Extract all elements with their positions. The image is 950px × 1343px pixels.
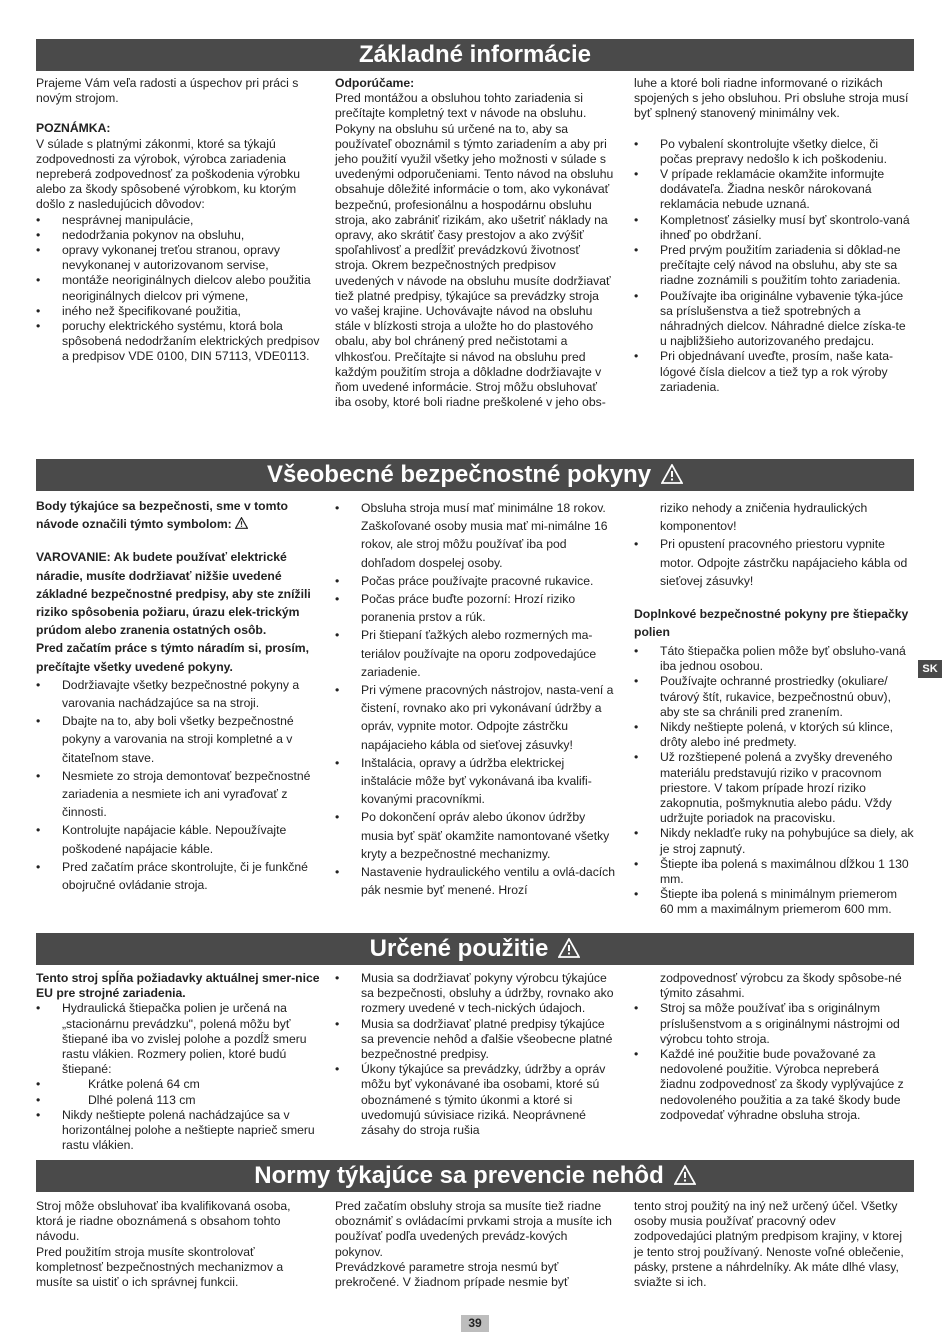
list-item: • Dlhé polená 113 cm (36, 1093, 321, 1108)
list-item: • nedodržania pokynov na obsluhu, (36, 228, 321, 243)
list-item: • Kontrolujte napájacie káble. Nepoužívajte poškodené napájacie káble. (36, 821, 321, 857)
list-item: • Kompletnosť zásielky musí byť skontrolo-vaná ihneď po obdržaní. (634, 213, 914, 243)
list-item: • Pri objednávaní uveďte, prosím, naše kata-lógové čísla dielcov a tiež typ a rok výroby zariadenia. (634, 349, 914, 395)
section-title-general-safety: Všeobecné bezpečnostné pokyny (36, 459, 914, 491)
page-number: 39 (461, 1315, 489, 1332)
s1-note-list (36, 213, 321, 365)
list-item: • poruchy elektrického systému, ktorá bola spôsobená nedodržaním elektrických predpisov a predpisov VDE 0100, DIN 57113, VDE0113. (36, 319, 321, 365)
warning-triangle-icon (235, 517, 248, 531)
s2-warning-text: VAROVANIE: Ak budete používať elektrické náradie, musíte dodržiavať nižšie uvedené základné bezpečnostné predpisy, aby ste znížili riziko spôsobenia požiaru, úrazu elek-trickým prúdom alebo zranenia ostatných osôb. (36, 550, 311, 638)
s3-size-list (36, 1077, 321, 1107)
list-item: • Nikdy neštiepte polená nachádzajúce sa v horizontálnej polohe a neštiepte naprieč smeru rastu vlákien. (36, 1108, 321, 1154)
list-item: • V prípade reklamácie okamžite informujte dodávateľa. Žiadna neskôr nárokovaná reklamácia nebude uznaná. (634, 167, 914, 213)
s2-column-3 (634, 499, 914, 641)
list-item: • Musia sa dodržiavať pokyny výrobcu týkajúce sa bezpečnosti, obsluhy a údržby, rovnako ako rozmery uvedené v tech-nických údajoch. (335, 971, 615, 1017)
s3-intro: Tento stroj spĺňa požiadavky aktuálnej smer-nice EU pre strojné zariadenia. (36, 971, 320, 1001)
s3-use-list (36, 1001, 321, 1077)
warning-triangle-icon (674, 1162, 696, 1194)
list-item: • Počas práce používajte pracovné rukavice. (335, 572, 617, 590)
list-item: • Úkony týkajúce sa prevádzky, údržby a opráv môžu byť vykonávané iba osobami, ktoré sú oboznámené s týmito úkonmi a ktoré si uvedomujú súvisiace riziká. Neoprávnené zásahy do stroja rušia (335, 1062, 615, 1138)
s2-safety-list (36, 676, 321, 894)
s2-column-2 (335, 499, 617, 899)
list-item: • Dodržiavajte všetky bezpečnostné pokyny a varovania nachádzajúce sa na stroji. (36, 676, 321, 712)
list-item: • Používajte ochranné prostriedky (okuliare/ tvárový štít, rukavice, bezpečnostnú obuv), aby ste sa chránili pred zranením. (634, 674, 914, 720)
s4-column-1: Stroj môže obsluhovať iba kvalifikovaná osoba, ktorá je riadne oboznámená s obsahom tohto návodu. Pred použitím stroja musíte skontrolovať kompletnosť bezpečnostných mechanizmov a musíte sa uistiť o ich správnej funkcii. (36, 1199, 291, 1290)
language-tab: SK (918, 660, 942, 678)
list-item: • Už rozštiepené polená a zvyšky dreveného materiálu predstavujú riziko v pracovnom priestore. V takom prípade hrozí riziko zakopnutia, pošmyknutia alebo pádu. Vždy udržujte poriadok na pracovisku. (634, 750, 914, 826)
s2-symbol-intro: Body týkajúce sa bezpečnosti, sme v tomto návode označili týmto symbolom: (36, 499, 288, 532)
s1-column-1 (36, 76, 321, 365)
s1-column-2 (335, 76, 615, 410)
s2-operation-list (335, 499, 617, 899)
s4-column-2: Pred začatím obsluhy stroja sa musíte tiež riadne oboznámiť s ovládacími prvkami stroja a musíte ich používať podľa uvedených prevádz-kových pokynov. Prevádzkové parametre stroja nesmú byť prekročené. V žiadnom prípade nesmie byť (335, 1199, 612, 1290)
list-item: • Každé iné použitie bude považované za nedovolené použitie. Výrobca nepreberá žiadnu zodpovednosť za škody vyplývajúce z nedovoleného použitia a za také škody bude zodpovedať výhradne obsluha stroja. (634, 1047, 914, 1123)
s2-before-work-text: Pred začatím práce s týmto náradím si, prosím, prečítajte všetky uvedené pokyny. (36, 641, 309, 674)
list-item: • Hydraulická štiepačka polien je určená na „stacionárnu prevádzku", polená môžu byť štiepané iba vo zvislej polohe a pozdĺž smeru rastu vlákien. Rozmery polien, ktoré budú štiepané: (36, 1001, 321, 1077)
list-item: • Používajte iba originálne vybavenie týka-júce sa príslušenstva a tiež spotrebných a náhradných dielcov. Náhradné dielce získa-te u najbližšieho autorizovaného predajcu. (634, 289, 914, 350)
s2-column-1 (36, 497, 321, 894)
warning-triangle-icon (558, 935, 580, 967)
list-item: • Po vybalení skontrolujte všetky dielce, či počas prepravy nedošlo k ich poškodeniu. (634, 137, 914, 167)
list-item: • opravy vykonanej treťou stranou, opravy nevykonanej v autorizovanom servise, (36, 243, 321, 273)
list-item: • Počas práce buďte pozorní: Hrozí riziko poranenia prstov a rúk. (335, 590, 617, 626)
list-item: • Dbajte na to, aby boli všetky bezpečnostné pokyny a varovania na stroji kompletné a v čitateľnom stave. (36, 712, 321, 767)
warning-triangle-icon (661, 461, 683, 493)
list-item: • Štiepte iba polená s minimálnym priemerom 60 mm a maximálnym priemerom 600 mm. (634, 887, 914, 917)
s2-splitter-list-column (634, 644, 914, 918)
s3-continued-text: zodpovednosť výrobcu za škody spôsobe-né týmito zásahmi. (660, 971, 902, 1001)
list-item: • Inštalácia, opravy a údržba elektrickej inštalácie môže byť vykonávaná iba kvalifi-kovanými pracovníkmi. (335, 754, 617, 809)
s3-rules-list (335, 971, 615, 1138)
list-item: • Nikdy nekladťe ruky na pohybujúce sa diely, ak je stroj zapnutý. (634, 826, 914, 856)
list-item: • Pri výmene pracovných nástrojov, nasta-vení a čistení, rovnako ako pri vykonávaní údržby a opráv, vypnite motor. Odpojte zástrčku napájacieho kábla od sieťovej zásuvky! (335, 681, 617, 754)
section-title-intended-use: Určené použitie (36, 933, 914, 965)
s3-horizontal-list (36, 1108, 321, 1154)
list-item: • Nikdy neštiepte polená, v ktorých sú klince, drôty alebo iné predmety. (634, 720, 914, 750)
list-item: • Musia sa dodržiavať platné predpisy týkajúce sa prevencie nehôd a ďalšie všeobecne platné bezpečnostné predpisy. (335, 1017, 615, 1063)
s2-leave-list (634, 535, 914, 590)
list-item: • montáže neoriginálnych dielcov alebo použitia neoriginálnych dielcov pri výmene, (36, 273, 321, 303)
section-title-accident-prevention: Normy týkajúce sa prevencie nehôd (36, 1160, 914, 1192)
s2-splitter-list (634, 644, 914, 918)
s1-note-heading: POZNÁMKA: (36, 121, 111, 136)
section-title-basic-info: Základné informácie (36, 39, 914, 71)
list-item: • Po dokončení opráv alebo úkonov údržby musia byť späť okamžite namontované všetky kryty a bezpečnostné mechanizmy. (335, 808, 617, 863)
list-item: • Táto štiepačka polien môže byť obsluho-vaná iba jednou osobou. (634, 644, 914, 674)
s1-recommend-text: Pred montážou a obsluhou tohto zariadenia si prečítajte kompletný text v návode na obsluhu. Pokyny na obsluhu sú určené na to, aby sa používateľ oboznámil s týmto zariadením a aby pri jeho použití využil všetky jeho možnosti v súlade s uvedenými odporučeniami. Tento návod na obsluhu obsahuje dôležité informácie o tom, ako vykonávať bezpečnú, profesionálnu a hospodárnu obsluhu stroja, ako zabrániť rizikám, ako ušetriť náklady na opravy, ako skrátiť časy prestojov a ako zvýšiť spoľahlivosť a predĺžiť prevádzkovú životnosť stroja. Okrem bezpečnostných predpisov uvedených v návode na obsluhu musíte dodržiavať tiež platné predpisy, týkajúce sa prevádzky stroja vo vašej krajine. Uchovávajte návod na obsluhu stále v blízkosti stroja a uložte ho do plastového obalu, aby bol chránený pred nečistotami a vlhkosťou. Prečítajte si návod na obsluhu pred každým použitím stroja a dôkladne dodržiavajte v ňom uvedené informácie. Stroj môžu obsluhovať iba osoby, ktoré boli riadne preškolené v jeho obs- (335, 91, 614, 410)
list-item: • iného než špecifikované použitia, (36, 304, 321, 319)
list-item: • Nesmiete zo stroja demontovať bezpečnostné zariadenia a nesmiete ich ani vyraďovať z činnosti. (36, 767, 321, 822)
list-item: • Nastavenie hydraulického ventilu a ovlá-dacích pák nesmie byť menené. Hrozí (335, 863, 617, 899)
s2-continued-text: riziko nehody a zničenia hydraulických komponentov! (660, 501, 868, 534)
s1-column-3 (634, 76, 914, 395)
s3-column-1 (36, 971, 321, 1153)
s1-intro: Prajeme Vám veľa radosti a úspechov pri práci s novým strojom. (36, 76, 299, 106)
list-item: • nesprávnej manipulácie, (36, 213, 321, 228)
s4-column-3: tento stroj použitý na iný než určený účel. Všetky osoby musia používať pracovný odev zodpovedajúci platným predpisom krajiny, v ktorej je tento stroj používaný. Nenoste voľné oblečenie, pásky, prstene a náhrdelníky. Ak máte dlhé vlasy, sviažte si ich. (634, 1199, 904, 1290)
s3-accessory-list (634, 1001, 914, 1123)
s3-column-2 (335, 971, 615, 1138)
s1-note-text: V súlade s platnými zákonmi, ktoré sa týkajú zodpovednosti za výrobok, výrobca zariadenia nepreberá zodpovednosť za poškodenia výrobku alebo za škody spôsobené výrobkom, ku ktorým došlo z nasledujúcich dôvodov: (36, 136, 301, 212)
list-item: • Pri opustení pracovného priestoru vypnite motor. Odpojte zástrčku napájacieho kábla od sieťovej zásuvky! (634, 535, 914, 590)
s1-checklist (634, 137, 914, 395)
list-item: • Pred začatím práce skontrolujte, či je funkčné obojručné ovládanie stroja. (36, 858, 321, 894)
list-item: • Pred prvým použitím zariadenia si dôklad-ne prečítajte celý návod na obsluhu, aby ste sa riadne zoznámili s použitím tohto zariadenia. (634, 243, 914, 289)
s2-splitter-heading: Doplnkové bezpečnostné pokyny pre štiepačky polien (634, 607, 909, 640)
list-item: • Štiepte iba polená s maximálnou dĺžkou 1 130 mm. (634, 857, 914, 887)
s3-column-3 (634, 971, 914, 1123)
list-item: • Obsluha stroja musí mať minimálne 18 rokov. Zaškoľované osoby musia mať mi-nimálne 16 rokov, ale stroj môžu používať iba pod dohľadom dospelej osoby. (335, 499, 617, 572)
list-item: • Stroj sa môže používať iba s originálnym príslušenstvom a s originálnymi nástrojmi od výrobcu tohto stroja. (634, 1001, 914, 1047)
s1-continued-text: luhe a ktoré boli riadne informované o rizikách spojených s jeho obsluhou. Pri obsluhe stroja musí byť splnený stanovený minimálny vek. (634, 76, 909, 121)
list-item: • Krátke polená 64 cm (36, 1077, 321, 1092)
s1-recommend-heading: Odporúčame: (335, 76, 415, 90)
list-item: • Pri štiepaní ťažkých alebo rozmerných ma-teriálov používajte na oporu zodpovedajúce zariadenie. (335, 626, 617, 681)
